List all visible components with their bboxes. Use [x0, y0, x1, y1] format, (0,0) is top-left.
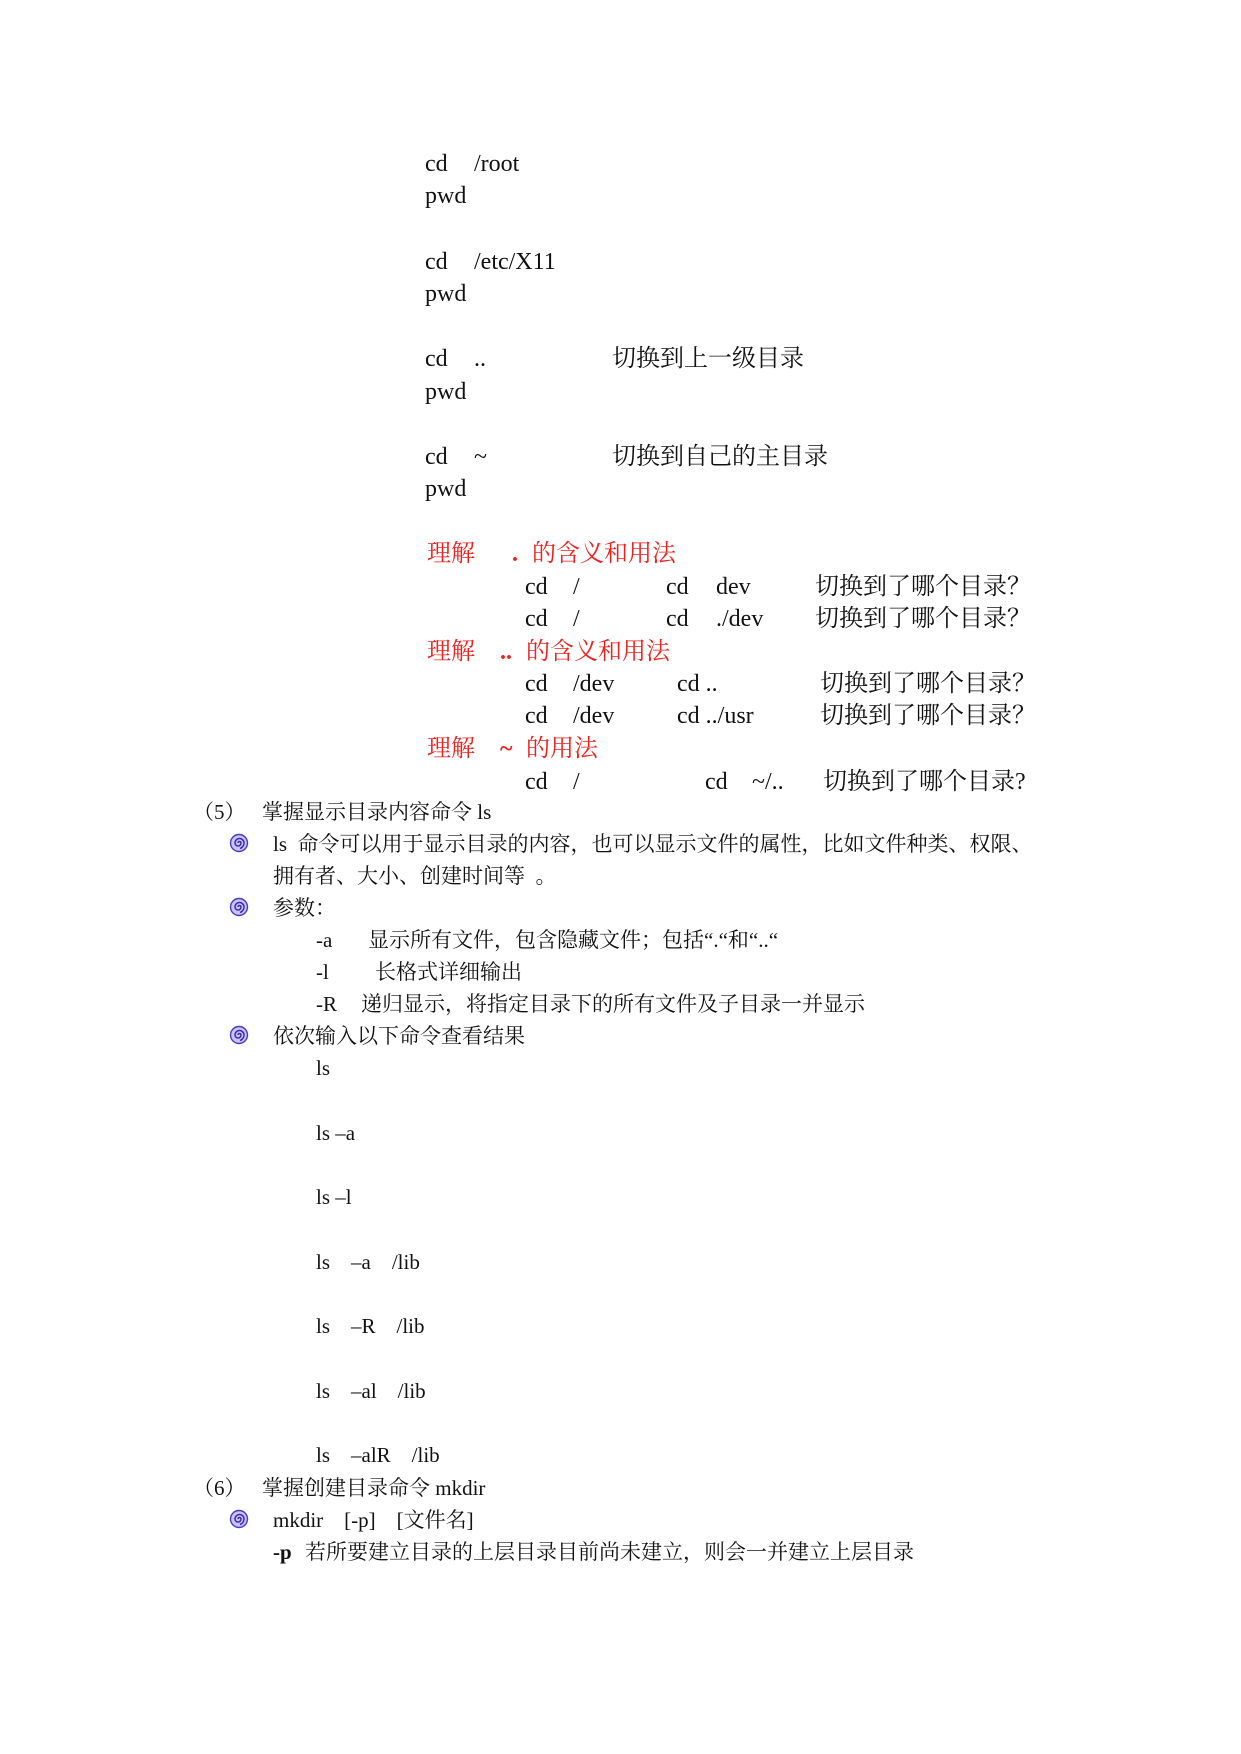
param-desc: 递归显示，将指定目录下的所有文件及子目录一并显示 [361, 992, 865, 1016]
understand-rest: 的用法 [526, 736, 598, 762]
row-cell: /dev [573, 703, 615, 729]
cmd-name: pwd [425, 476, 467, 502]
bullet-text: 拥有者、大小、创建时间等 。 [273, 864, 557, 888]
row-question: 切换到了哪个目录? [823, 769, 1026, 795]
row-cell: /dev [573, 671, 615, 697]
row-question: 切换到了哪个目录？ [820, 703, 1036, 729]
understand-label: 理解 [427, 639, 475, 665]
row-cell: cd [525, 574, 548, 600]
cmd-name: pwd [425, 183, 467, 209]
bullet-text: 依次输入以下命令查看结果 [273, 1024, 525, 1048]
param-flag: -l [316, 960, 329, 984]
cmd-name: cd [425, 249, 448, 275]
section-title: 掌握创建目录命令 mkdir [262, 1476, 486, 1500]
mkdir-syntax: mkdir [-p] [文件名] [273, 1508, 474, 1532]
row-cell: ~/.. [752, 769, 784, 795]
cmd-name: cd [425, 151, 448, 177]
param-desc: 显示所有文件，包含隐藏文件；包括“.“和“..“ [368, 928, 779, 952]
row-cell: / [573, 574, 580, 600]
row-question: 切换到了哪个目录？ [815, 606, 1031, 632]
understand-rest: 的含义和用法 [532, 541, 676, 567]
ls-command: ls –R /lib [316, 1314, 425, 1338]
row-cell: ./dev [716, 606, 764, 632]
bullet-text: ls 命令可以用于显示目录的内容，也可以显示文件的属性，比如文件种类、权限、 [273, 832, 1033, 856]
spiral-bullet-icon [229, 833, 249, 853]
understand-symbol: ~ [500, 736, 513, 762]
row-question: 切换到了哪个目录？ [820, 671, 1036, 697]
spiral-bullet-icon [229, 1509, 249, 1529]
row-cell: cd [525, 671, 548, 697]
section-title: 掌握显示目录内容命令 ls [262, 800, 492, 824]
row-cell: cd ../usr [677, 703, 754, 729]
cmd-arg: .. [474, 346, 486, 372]
ls-command: ls –l [316, 1185, 352, 1209]
row-cell: cd [705, 769, 728, 795]
row-question: 切换到了哪个目录？ [815, 574, 1031, 600]
param-flag: -R [316, 992, 337, 1016]
understand-symbol: .. [500, 639, 512, 665]
row-cell: cd [666, 574, 689, 600]
ls-command: ls –a [316, 1121, 356, 1145]
section-number: （5） [193, 800, 246, 824]
row-cell: dev [716, 574, 751, 600]
row-cell: cd [666, 606, 689, 632]
cmd-name: cd [425, 444, 448, 470]
spiral-bullet-icon [229, 897, 249, 917]
cmd-note: 切换到自己的主目录 [612, 444, 828, 470]
ls-command: ls [316, 1056, 331, 1080]
cmd-arg: /etc/X11 [474, 249, 556, 275]
spiral-bullet-icon [229, 1025, 249, 1045]
param-flag: -a [316, 928, 333, 952]
param-desc: 长格式详细输出 [375, 960, 522, 984]
cmd-arg: ~ [474, 444, 487, 470]
row-cell: / [573, 769, 580, 795]
row-cell: cd .. [677, 671, 718, 697]
ls-command: ls –a /lib [316, 1250, 420, 1274]
mkdir-flag: -p [273, 1540, 292, 1564]
cmd-name: pwd [425, 281, 467, 307]
mkdir-desc: 若所要建立目录的上层目录目前尚未建立，则会一并建立上层目录 [305, 1540, 914, 1564]
cmd-arg: /root [474, 151, 520, 177]
understand-label: 理解 [427, 736, 475, 762]
section-number: （6） [193, 1476, 246, 1500]
understand-symbol: . [512, 541, 518, 567]
ls-command: ls –alR /lib [316, 1443, 440, 1467]
understand-label: 理解 [427, 541, 475, 567]
cmd-note: 切换到上一级目录 [612, 346, 804, 372]
bullet-text: 参数： [273, 896, 336, 920]
cmd-name: cd [425, 346, 448, 372]
understand-rest: 的含义和用法 [526, 639, 670, 665]
cmd-name: pwd [425, 379, 467, 405]
row-cell: cd [525, 769, 548, 795]
row-cell: cd [525, 606, 548, 632]
row-cell: cd [525, 703, 548, 729]
row-cell: / [573, 606, 580, 632]
ls-command: ls –al /lib [316, 1379, 426, 1403]
